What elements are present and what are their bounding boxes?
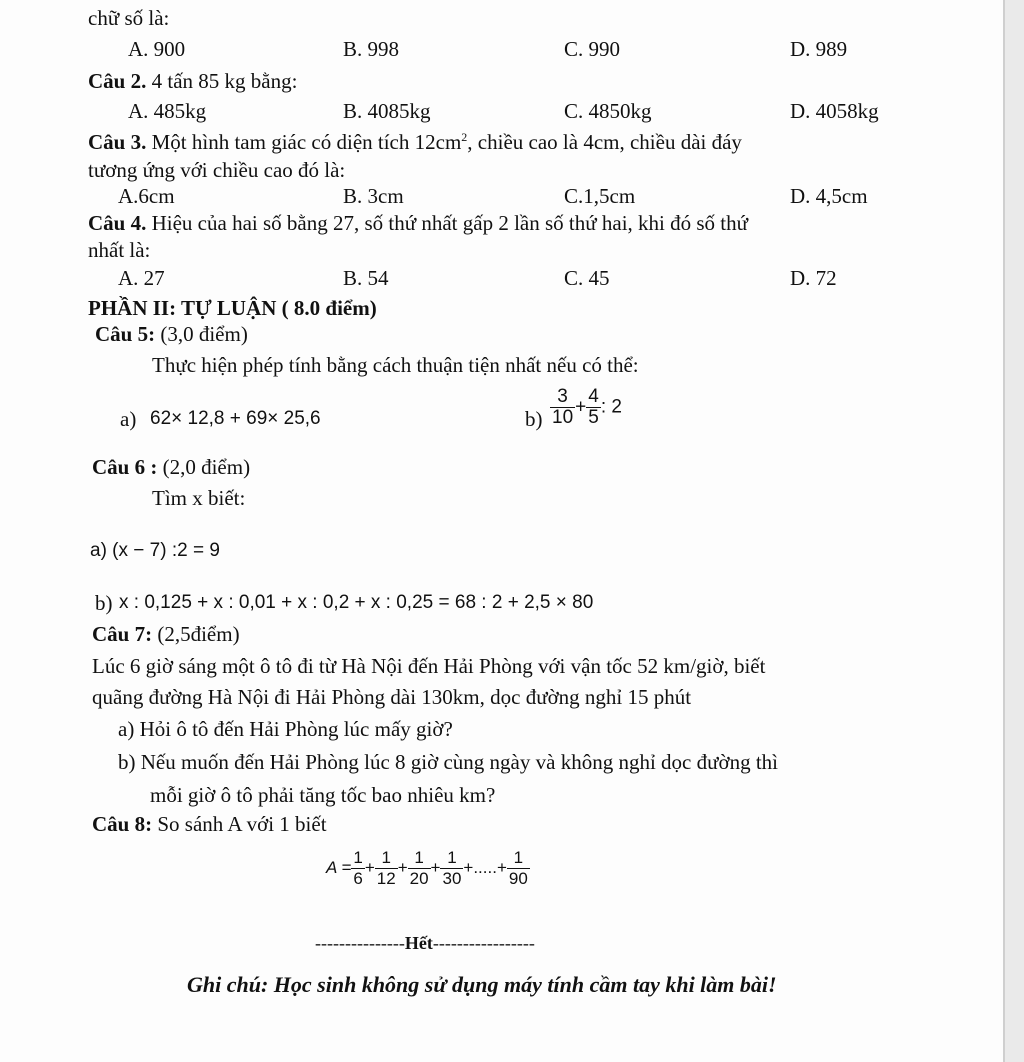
question-7 bbox=[92, 622, 240, 646]
q8-text: So sánh A với 1 biết bbox=[157, 812, 327, 836]
question-3 bbox=[88, 130, 742, 154]
fraction-denominator: 90 bbox=[508, 869, 528, 888]
footer-note: Ghi chú: Học sinh không sử dụng máy tính cầm tay khi làm bài! bbox=[187, 972, 777, 997]
fraction-numerator: 1 bbox=[507, 848, 530, 869]
q7-label: Câu 7: bbox=[92, 622, 153, 646]
q4-line2: nhất là: bbox=[88, 238, 151, 262]
q6-a-expression: a) (x − 7) :2 = 9 bbox=[90, 540, 220, 561]
q8-fraction-1 bbox=[351, 848, 364, 889]
q5-instruction: Thực hiện phép tính bằng cách thuận tiện nhất nếu có thể: bbox=[152, 353, 639, 377]
q2-option-a: A. 485kg bbox=[128, 99, 207, 123]
q5-points: (3,0 điểm) bbox=[160, 322, 248, 346]
part-2-heading: PHẦN II: TỰ LUẬN ( 8.0 điểm) bbox=[88, 296, 377, 320]
q1-option-d: D. 989 bbox=[790, 37, 848, 61]
q5-b-fraction-1 bbox=[550, 387, 575, 428]
fraction-numerator: 4 bbox=[588, 386, 599, 407]
q3-option-a: A.6cm bbox=[118, 184, 175, 208]
q3-line2: tương ứng với chiều cao đó là: bbox=[88, 158, 346, 182]
q6-b-expression: x : 0,125 + x : 0,01 + x : 0,2 + x : 0,25 = 68 : 2 + 2,5 × 80 bbox=[119, 592, 594, 613]
fraction-denominator: 5 bbox=[588, 407, 599, 428]
fraction-numerator: 3 bbox=[550, 387, 575, 408]
q3-text-before: Một hình tam giác có diện tích 12cm bbox=[151, 130, 462, 154]
q2-option-c: C. 4850kg bbox=[564, 99, 652, 123]
fraction-denominator: 12 bbox=[376, 869, 396, 888]
q1-option-c: C. 990 bbox=[564, 37, 621, 61]
q5-a-expression: 62× 12,8 + 69× 25,6 bbox=[150, 408, 321, 429]
q4-option-b: B. 54 bbox=[343, 266, 389, 290]
plus-sign: + bbox=[364, 857, 375, 877]
q5-b-expression bbox=[550, 387, 622, 428]
q7-line1: Lúc 6 giờ sáng một ô tô đi từ Hà Nội đến Hải Phòng với vận tốc 52 km/giờ, biết bbox=[92, 654, 766, 678]
fraction-denominator: 30 bbox=[442, 869, 462, 888]
dashes-left: --------------- bbox=[315, 933, 405, 953]
q8-fraction-5 bbox=[507, 848, 530, 889]
q6-points: (2,0 điểm) bbox=[162, 455, 251, 479]
question-8 bbox=[92, 812, 327, 836]
page-edge bbox=[1005, 0, 1024, 1062]
q3-text-after: , chiều cao là 4cm, chiều dài đáy bbox=[467, 130, 742, 154]
q8-fraction-2 bbox=[375, 848, 398, 889]
q5-label: Câu 5: bbox=[95, 322, 156, 346]
q1-option-b: B. 998 bbox=[343, 37, 400, 61]
question-1-tail: chữ số là: bbox=[88, 6, 170, 30]
q5-b-tail: : 2 bbox=[600, 396, 622, 418]
q7-points: (2,5điểm) bbox=[157, 622, 240, 646]
q3-option-d: D. 4,5cm bbox=[790, 184, 868, 208]
q7-line2: quãng đường Hà Nội đi Hải Phòng dài 130km, dọc đường nghỉ 15 phút bbox=[92, 685, 692, 709]
dashes-right: ----------------- bbox=[432, 933, 535, 953]
question-6 bbox=[92, 455, 250, 479]
q7-part-b-line2: mỗi giờ ô tô phải tăng tốc bao nhiêu km? bbox=[150, 783, 496, 807]
q8-formula bbox=[326, 848, 530, 889]
q8-label: Câu 8: bbox=[92, 812, 153, 836]
plus-sign: + bbox=[397, 857, 408, 877]
q8-fraction-4 bbox=[440, 848, 463, 889]
q7-part-a: a) Hỏi ô tô đến Hải Phòng lúc mấy giờ? bbox=[118, 717, 453, 741]
end-word: Hết bbox=[404, 933, 433, 953]
q2-label: Câu 2. bbox=[88, 69, 147, 93]
q5-b-label: b) bbox=[525, 407, 543, 431]
q4-label: Câu 4. bbox=[88, 211, 147, 235]
ellipsis: +.....+ bbox=[463, 857, 507, 877]
q4-option-d: D. 72 bbox=[790, 266, 837, 290]
question-2 bbox=[88, 69, 297, 93]
fraction-numerator: 1 bbox=[408, 848, 431, 869]
q7-part-b-line1: b) Nếu muốn đến Hải Phòng lúc 8 giờ cùng ngày và không nghỉ dọc đường thì bbox=[118, 750, 779, 774]
q1-option-a: A. 900 bbox=[128, 37, 186, 61]
q2-option-b: B. 4085kg bbox=[343, 99, 431, 123]
q3-option-b: B. 3cm bbox=[343, 184, 404, 208]
q3-superscript: 2 bbox=[461, 130, 468, 144]
q8-lhs: A = bbox=[326, 857, 352, 877]
q6-label: Câu 6 : bbox=[92, 455, 158, 479]
q4-option-a: A. 27 bbox=[118, 266, 165, 290]
q5-a-label: a) bbox=[120, 407, 137, 431]
plus-sign: + bbox=[430, 857, 441, 877]
q2-text: 4 tấn 85 kg bằng: bbox=[151, 69, 298, 93]
fraction-denominator: 6 bbox=[353, 869, 363, 888]
q3-option-c: C.1,5cm bbox=[564, 184, 636, 208]
fraction-numerator: 1 bbox=[440, 848, 463, 869]
q4-option-c: C. 45 bbox=[564, 266, 610, 290]
q2-option-d: D. 4058kg bbox=[790, 99, 879, 123]
plus-sign: + bbox=[575, 396, 587, 418]
fraction-denominator: 20 bbox=[409, 869, 429, 888]
q6-instruction: Tìm x biết: bbox=[152, 486, 246, 510]
question-5 bbox=[95, 322, 248, 346]
q5-b-fraction-2 bbox=[586, 387, 601, 428]
end-marker bbox=[315, 931, 535, 955]
q4-text: Hiệu của hai số bằng 27, số thứ nhất gấp 2 lần số thứ hai, khi đó số thứ bbox=[151, 211, 749, 235]
fraction-numerator: 1 bbox=[353, 848, 363, 867]
q3-label: Câu 3. bbox=[88, 130, 147, 154]
fraction-numerator: 1 bbox=[375, 848, 398, 869]
fraction-denominator: 10 bbox=[552, 407, 574, 428]
q8-fraction-3 bbox=[408, 848, 431, 889]
q6-b-label: b) bbox=[95, 591, 113, 615]
question-4 bbox=[88, 211, 748, 235]
